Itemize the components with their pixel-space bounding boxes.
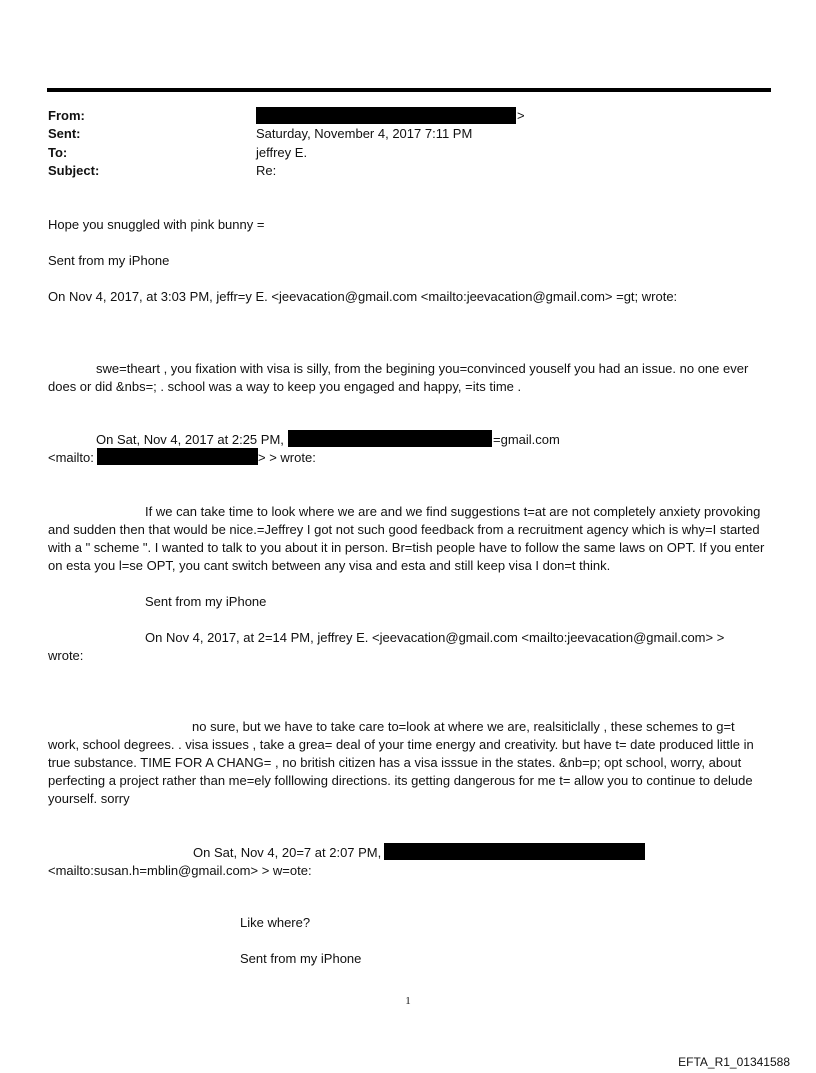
body-line-like-where: Like where? xyxy=(240,915,311,930)
body-para-opt: If we can take time to look where we are and we find suggestions t=at are not completely anxiety provoking and sudden then that would be nice.=Jeffrey I got not such good feedback from a recruitment agency which is why=I started with a " scheme ". I wanted to talk to you about it in person. Br=tish people have to follow the same laws on OPT. If you enter on esta you l=se OPT, you cant switch between any visa and esta and still keep visa I don=t think. xyxy=(48,504,765,573)
quote4-prefix: On Sat, Nov 4, 20=7 at 2:07 PM, xyxy=(193,845,382,860)
redaction-quote2-mailto xyxy=(97,448,258,465)
to-value: jeffrey E. xyxy=(256,145,308,160)
body-line-sent-iphone-2: Sent from my iPhone xyxy=(145,594,267,609)
body-line-sent-iphone-1: Sent from my iPhone xyxy=(48,253,170,268)
quote2-suffix: =gmail.com xyxy=(493,432,560,447)
quote3-line1: On Nov 4, 2017, at 2=14 PM, jeffrey E. <jeevacation@gmail.com <mailto:jeevacation@gmail.com> > xyxy=(145,630,725,645)
body-para-schemes: no sure, but we have to take care to=look at where we are, realsiticlally , these schemes to g=t work, school degrees. . visa issues , take a grea= deal of your time energy and creativity. but have t= date produced little in true substance. TIME FOR A CHANG= , no british citizen has a visa isssue in the states. &nb=p; opt school, worry, about perfecting a project rather than me=ely folllowing directions. its getting dangerous for me t= allow you to continue to delude yourself. sorry xyxy=(48,719,754,806)
quote4-line2: <mailto:susan.h=mblin@gmail.com> > w=ote: xyxy=(48,863,312,878)
from-value-suffix: > xyxy=(517,108,525,123)
quote3-line2: wrote: xyxy=(48,648,84,663)
quote2-wrote: > > wrote: xyxy=(258,450,316,465)
quote2-prefix: On Sat, Nov 4, 2017 at 2:25 PM, xyxy=(96,432,284,447)
body-para-visa: swe=theart , you fixation with visa is silly, from the begining you=convinced youself you had an issue. no one ever does or did &nbs=; . school was a way to keep you engaged and happy, =its time . xyxy=(48,361,749,394)
body-line-quote1: On Nov 4, 2017, at 3:03 PM, jeffr=y E. <jeevacation@gmail.com <mailto:jeevacation@gmail.com> =gt; wrote: xyxy=(48,289,678,304)
subject-value: Re: xyxy=(256,163,277,178)
page-number: 1 xyxy=(405,995,411,1007)
redaction-quote4-sender xyxy=(384,843,645,860)
subject-label: Subject: xyxy=(48,163,100,178)
redaction-quote2-sender xyxy=(288,430,492,447)
sent-value: Saturday, November 4, 2017 7:11 PM xyxy=(256,126,473,141)
body-line-bunny: Hope you snuggled with pink bunny = xyxy=(48,217,265,232)
bates-number: EFTA_R1_01341588 xyxy=(678,1055,790,1069)
to-label: To: xyxy=(48,145,68,160)
redaction-from xyxy=(256,107,516,124)
from-label: From: xyxy=(48,108,85,123)
quote2-mailto: <mailto: xyxy=(48,450,94,465)
body-line-sent-iphone-3: Sent from my iPhone xyxy=(240,951,362,966)
header-rule xyxy=(47,88,771,92)
sent-label: Sent: xyxy=(48,126,81,141)
